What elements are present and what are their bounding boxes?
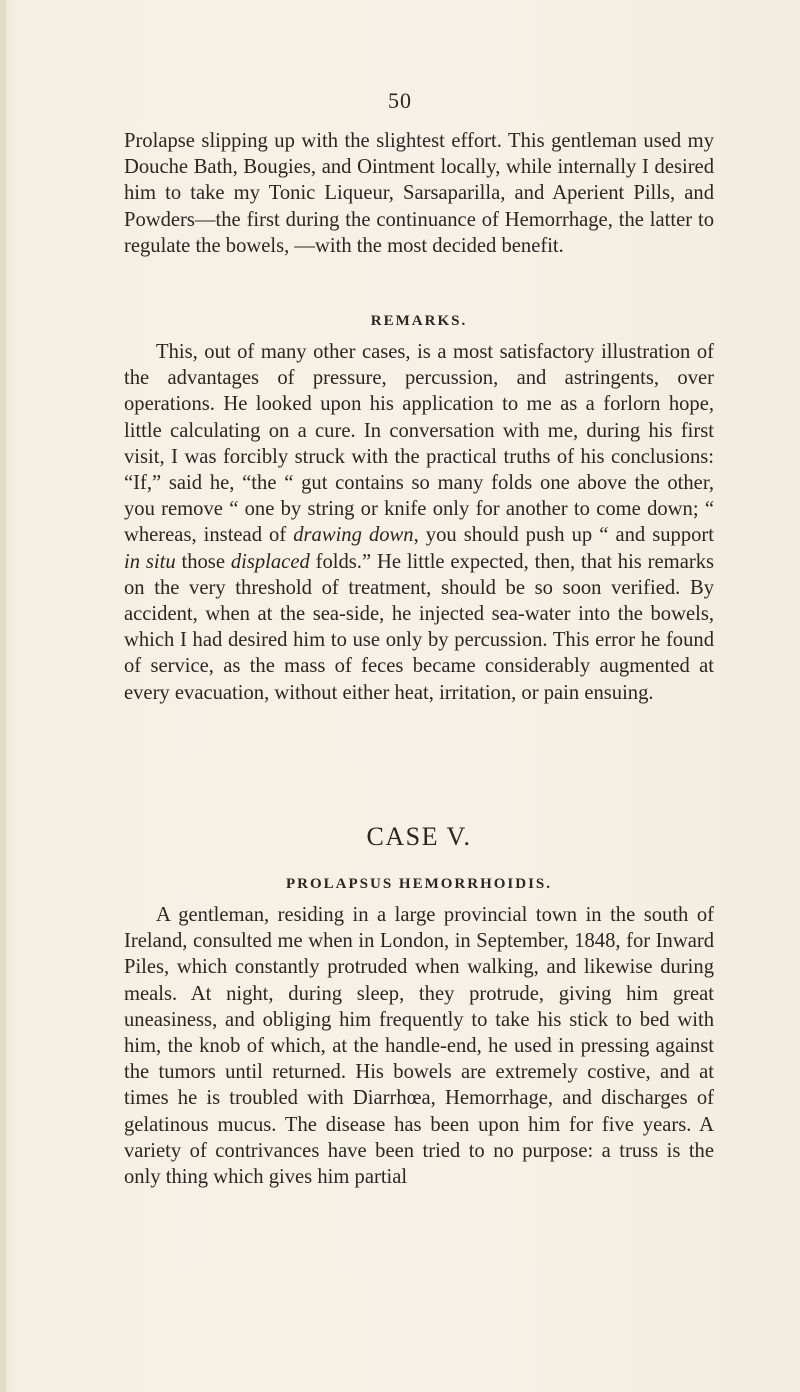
remarks-paragraph bbox=[124, 339, 714, 706]
page-number: 50 bbox=[388, 88, 412, 113]
case-text: A gentleman, residing in a large provincial town in the south of Ireland, consulted me when in London, in September, 1848, for Inward Piles, which constantly protruded when walking, and likewise during meals. At night, during sleep, they protrude, giving him great uneasiness, and obliging him frequently to take his stick to bed with him, the knob of which, at the handle-end, he used in pressing against the tumors until returned. His bowels are extremely costive, and at times he is troubled with Diarrhœa, Hemorrhage, and discharges of gelatinous mucus. The disease has been upon him for five years. A variety of contrivances have been tried to no purpose: a truss is the only thing which gives him partial bbox=[124, 904, 714, 1189]
remarks-heading: REMARKS. bbox=[370, 313, 468, 329]
paragraph-continued bbox=[124, 128, 714, 259]
remarks-emphasis-2: in situ bbox=[124, 550, 176, 573]
page-gutter-edge bbox=[0, 0, 6, 1392]
remarks-text bbox=[124, 339, 714, 706]
remarks-text-part-4: folds.” He little expected, then, that his remarks on the very threshold of treatment, should be so soon verified. By accident, when at the sea-side, he injected sea-water into the bowels, which I had desired him to use only by percussion. This error he found of service, as the mass of feces became considerably augmented at every evacuation, without either heat, irritation, or pain ensuing. bbox=[124, 550, 715, 704]
remarks-emphasis-1: drawing down bbox=[293, 524, 414, 547]
remarks-emphasis-3: displaced bbox=[230, 550, 310, 573]
paragraph-text: Prolapse slipping up with the slightest effort. This gentleman used my Douche Bath, Bougies, and Ointment locally, while internally I desired him to take my Tonic Liqueur, Sarsaparilla, and Aperient Pills, and Powders—the first during the continuance of Hemorrhage, the latter to regulate the bowels, —with the most decided benefit. bbox=[124, 130, 714, 257]
case-heading: CASE V. bbox=[366, 822, 472, 851]
case-subheading: PROLAPSUS HEMORRHOIDIS. bbox=[285, 876, 553, 892]
remarks-text-part-3: those bbox=[175, 550, 231, 573]
remarks-text-part-2: , you should push up “ and support bbox=[413, 524, 715, 547]
remarks-text-part-1: This, out of many other cases, is a most satisfactory illustration of the advantages of pressure, percussion, and astringents, over operations. He looked upon his application to me as a forlorn hope, little calculating on a cure. In conversation with me, during his first visit, I was forcibly struck with the practical truths of his conclusions: “If,” said he, “the “ gut contains so many folds one above the other, you remove “ one by string or knife only for another to come down; “ whereas, instead of bbox=[124, 341, 714, 547]
case-paragraph bbox=[124, 902, 714, 1190]
